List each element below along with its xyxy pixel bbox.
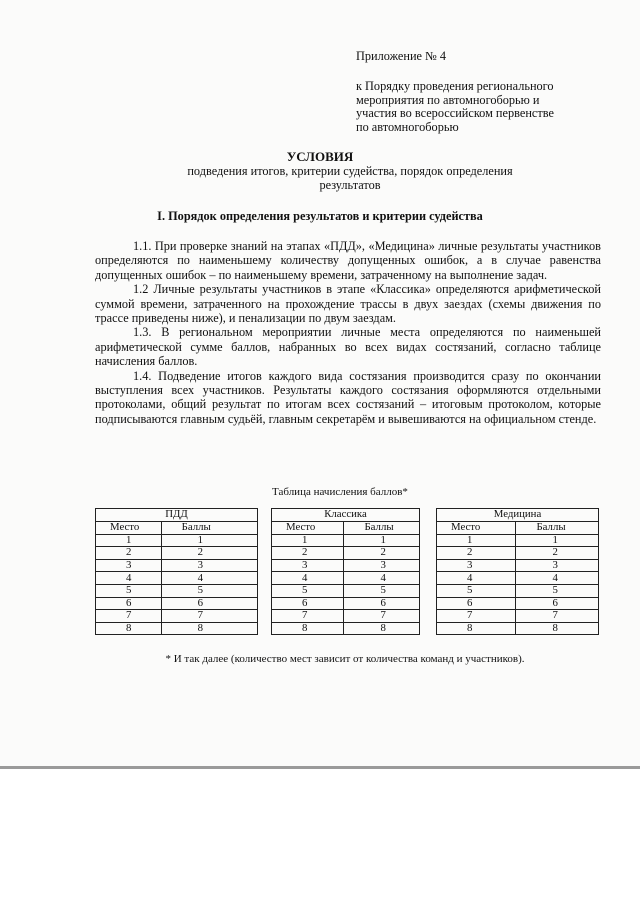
points-cell: 4 xyxy=(161,572,257,585)
column-header-points: Баллы xyxy=(161,522,257,535)
points-cell: 2 xyxy=(344,547,420,560)
table-row xyxy=(437,584,599,597)
table-row xyxy=(96,622,258,635)
table-row xyxy=(437,597,599,610)
points-cell: 5 xyxy=(344,584,420,597)
table-caption: Таблица начисления баллов* xyxy=(272,486,408,498)
points-cell: 6 xyxy=(344,597,420,610)
table-row xyxy=(437,559,599,572)
points-cell: 6 xyxy=(161,597,257,610)
place-cell: 2 xyxy=(437,547,516,560)
place-cell: 6 xyxy=(96,597,162,610)
document-title: УСЛОВИЯ xyxy=(286,149,354,164)
points-cell: 2 xyxy=(516,547,599,560)
body-text xyxy=(95,239,601,426)
place-cell: 7 xyxy=(437,610,516,623)
points-cell: 2 xyxy=(161,547,257,560)
table-row xyxy=(437,622,599,635)
points-cell: 7 xyxy=(161,610,257,623)
place-cell: 1 xyxy=(272,534,344,547)
table-group-title: Медицина xyxy=(437,509,599,522)
table-row xyxy=(272,584,420,597)
place-cell: 5 xyxy=(437,584,516,597)
column-header-points: Баллы xyxy=(516,522,599,535)
column-header-place: Место xyxy=(272,522,344,535)
place-cell: 7 xyxy=(272,610,344,623)
points-cell: 6 xyxy=(516,597,599,610)
points-table-classic xyxy=(271,508,420,635)
table-row xyxy=(437,610,599,623)
points-cell: 1 xyxy=(344,534,420,547)
place-cell: 8 xyxy=(437,622,516,635)
paragraph-1-4: 1.4. Подведение итогов каждого вида состязания производится сразу по окончании выступления всех участников. Результаты каждого состязания оформляются отдельными протоколами, общий результат по итогам всех состязаний – итоговым протоколом, которые подписываются главным судьёй, главным секретарём и вывешиваются на официальном стенде. xyxy=(95,368,601,426)
points-cell: 3 xyxy=(161,559,257,572)
table-row xyxy=(272,622,420,635)
table-row xyxy=(272,534,420,547)
place-cell: 4 xyxy=(272,572,344,585)
paragraph-1-2: 1.2 Личные результаты участников в этапе «Классика» определяются арифметической суммой времени, затраченного на прохождение трассы в двух заездах (схемы движения по трассе приведены ниже), и пенализации по двум заездам. xyxy=(95,282,601,326)
place-cell: 8 xyxy=(96,622,162,635)
table-row xyxy=(272,572,420,585)
subtitle-line: подведения итогов, критерии судейства, порядок определения xyxy=(187,164,513,178)
table-group-title: ПДД xyxy=(96,509,258,522)
points-cell: 8 xyxy=(161,622,257,635)
points-cell: 7 xyxy=(516,610,599,623)
table-row xyxy=(272,597,420,610)
table-row xyxy=(96,597,258,610)
place-cell: 4 xyxy=(437,572,516,585)
table-row xyxy=(96,610,258,623)
table-row xyxy=(96,534,258,547)
annex-line: мероприятия по автомногоборью и xyxy=(356,92,540,107)
table-row xyxy=(96,584,258,597)
subtitle-line: результатов xyxy=(319,178,381,192)
annex-header xyxy=(356,50,606,135)
points-cell: 1 xyxy=(161,534,257,547)
points-table-pdd xyxy=(95,508,258,635)
place-cell: 1 xyxy=(437,534,516,547)
place-cell: 8 xyxy=(272,622,344,635)
table-row xyxy=(272,547,420,560)
table-row xyxy=(96,559,258,572)
place-cell: 3 xyxy=(437,559,516,572)
table-row xyxy=(437,534,599,547)
place-cell: 7 xyxy=(96,610,162,623)
points-cell: 4 xyxy=(516,572,599,585)
paragraph-1-1: 1.1. При проверке знаний на этапах «ПДД», «Медицина» личные результаты участников определяются по наименьшему количеству допущенных ошибок, а в случае равенства допущенных ошибок – по наименьшему времени, затраченному на выполнение задач. xyxy=(95,239,601,282)
table-row xyxy=(272,610,420,623)
table-row xyxy=(437,572,599,585)
points-cell: 7 xyxy=(344,610,420,623)
table-row xyxy=(272,559,420,572)
document-subtitle xyxy=(140,164,560,192)
points-cell: 5 xyxy=(161,584,257,597)
place-cell: 2 xyxy=(272,547,344,560)
points-cell: 3 xyxy=(344,559,420,572)
points-cell: 8 xyxy=(516,622,599,635)
place-cell: 6 xyxy=(272,597,344,610)
table-row xyxy=(96,547,258,560)
annex-line: к Порядку проведения регионального xyxy=(356,78,554,93)
place-cell: 6 xyxy=(437,597,516,610)
section-heading: I. Порядок определения результатов и критерии судейства xyxy=(157,209,483,223)
annex-line: участия во всероссийском первенстве xyxy=(356,106,554,121)
table-footnote: * И так далее (количество мест зависит от количества команд и участников). xyxy=(165,653,525,665)
annex-number: Приложение № 4 xyxy=(356,49,447,63)
points-cell: 4 xyxy=(344,572,420,585)
place-cell: 5 xyxy=(272,584,344,597)
table-row xyxy=(96,572,258,585)
paragraph-1-3: 1.3. В региональном мероприятии личные места определяются по наименьшей арифметической сумме баллов, набранных во всех видах состязаний, согласно таблице начисления баллов. xyxy=(95,325,601,369)
points-cell: 1 xyxy=(516,534,599,547)
column-header-place: Место xyxy=(437,522,516,535)
place-cell: 3 xyxy=(272,559,344,572)
table-group-title: Классика xyxy=(272,509,420,522)
points-table-medicine xyxy=(436,508,599,635)
place-cell: 2 xyxy=(96,547,162,560)
scan-edge-divider xyxy=(0,766,640,769)
annex-line: по автомногоборью xyxy=(356,120,459,135)
points-cell: 8 xyxy=(344,622,420,635)
place-cell: 1 xyxy=(96,534,162,547)
place-cell: 5 xyxy=(96,584,162,597)
place-cell: 4 xyxy=(96,572,162,585)
column-header-points: Баллы xyxy=(344,522,420,535)
place-cell: 3 xyxy=(96,559,162,572)
table-row xyxy=(437,547,599,560)
points-cell: 3 xyxy=(516,559,599,572)
points-cell: 5 xyxy=(516,584,599,597)
column-header-place: Место xyxy=(96,522,162,535)
